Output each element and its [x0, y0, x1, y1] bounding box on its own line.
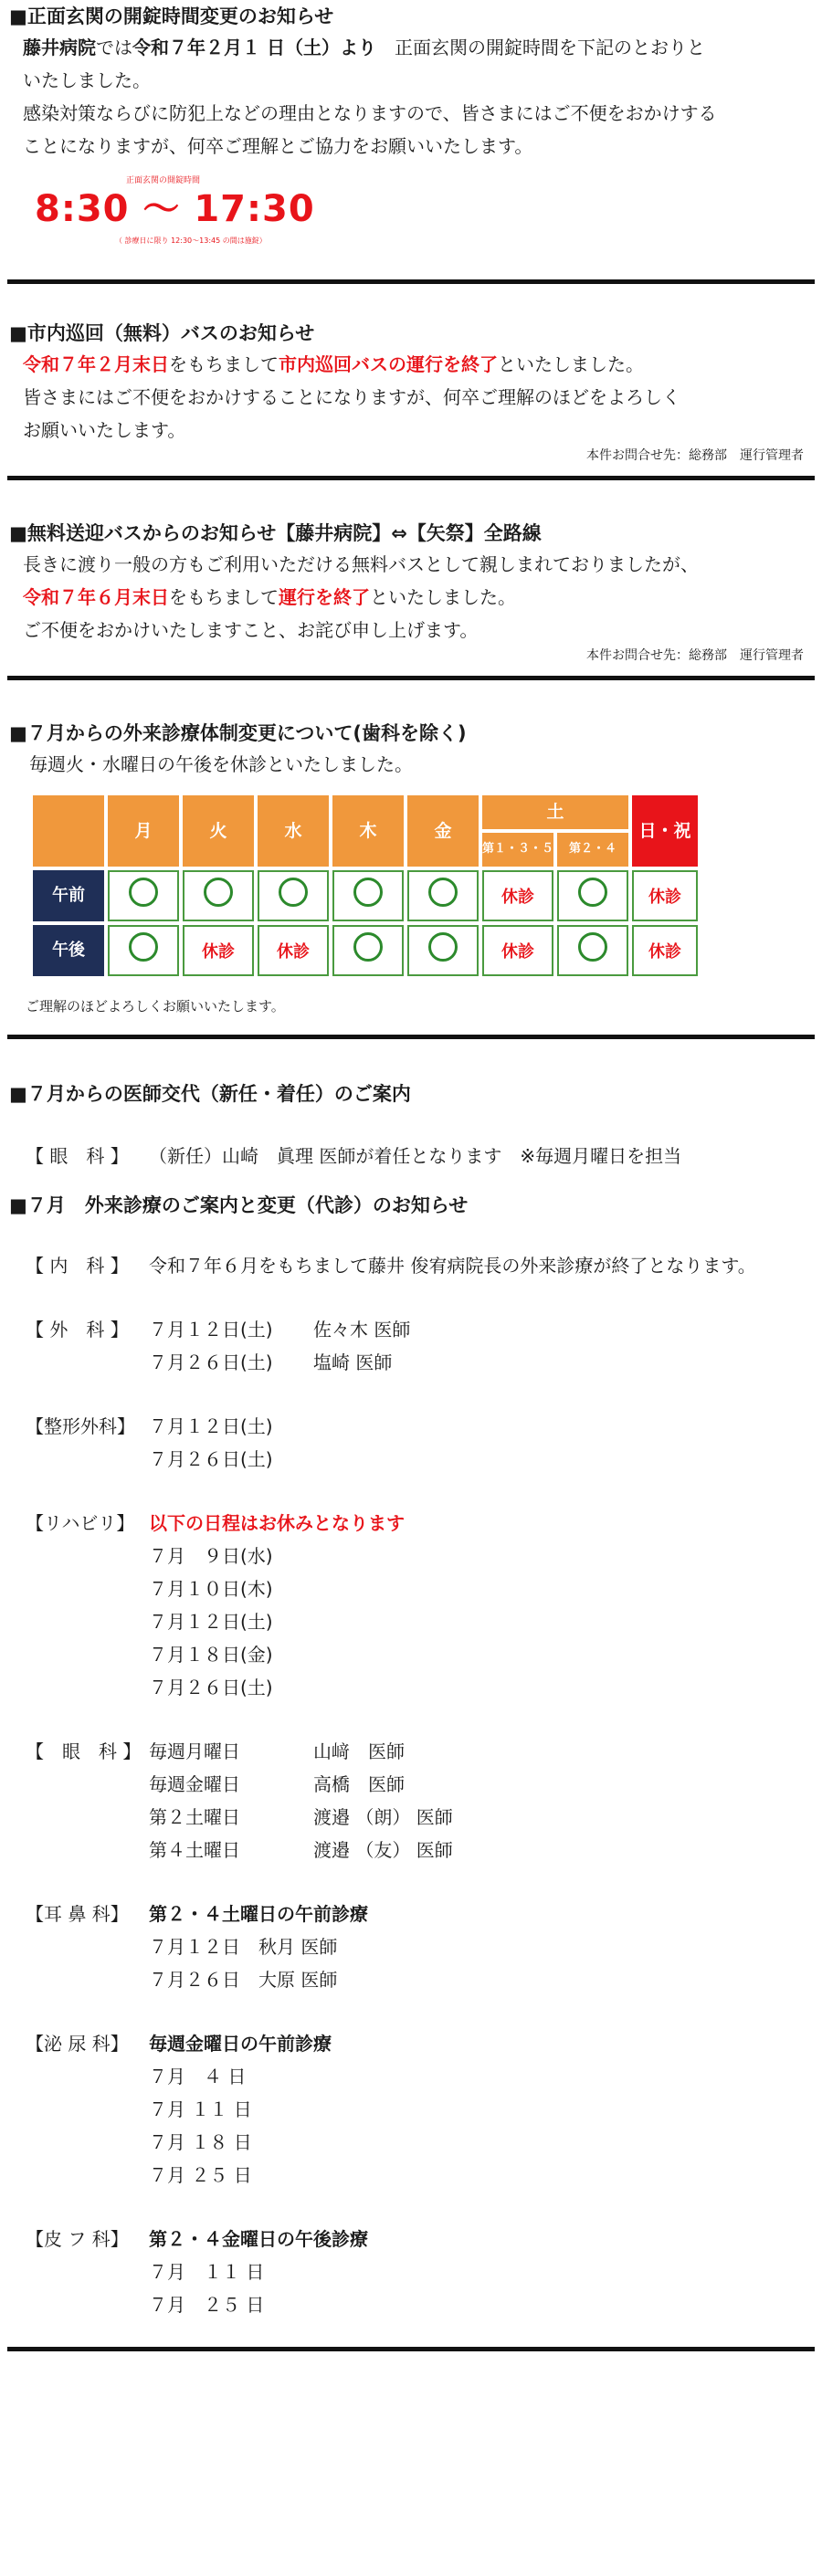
text: といたしました。 — [370, 586, 516, 608]
schedule-entry — [9, 1768, 813, 1801]
date: ７月２６日(土) — [149, 1448, 273, 1470]
paragraph: 皆さまにはご不便をおかけすることになりますが、何卒ご理解のほどをよろしく — [23, 386, 680, 408]
department-row — [9, 2027, 813, 2060]
department-row — [9, 1507, 813, 1540]
open-circle-icon — [129, 932, 158, 962]
open-cell — [108, 870, 179, 921]
paragraph: 感染対策ならびに防犯上などの理由となりますので、皆さまにはご不便をおかけする — [23, 102, 717, 124]
table-corner — [33, 795, 104, 867]
paragraph: 毎週火・水曜日の午後を休診といたしました。 — [29, 753, 413, 775]
department-row — [9, 1410, 813, 1443]
date: ７月 ２５ 日 — [149, 2164, 252, 2186]
date: ７月１８日(金) — [149, 1644, 273, 1666]
open-circle-icon — [353, 878, 383, 907]
paragraph: ご不便をおかけいたしますこと、お詫び申し上げます。 — [23, 619, 479, 641]
day-header: 水 — [258, 795, 329, 867]
schedule-entry — [9, 1346, 813, 1379]
paragraph — [9, 348, 813, 381]
hospital-name: 藤井病院 — [23, 37, 96, 58]
date: ７月１２日(土) — [149, 1319, 273, 1341]
open-cell — [332, 870, 404, 921]
department-label: 【耳 鼻 科】 — [26, 1903, 129, 1925]
afternoon-label: 午後 — [33, 925, 104, 976]
schedule-heading: 第２・４土曜日の午前診療 — [149, 1903, 368, 1925]
department-label: 【 外 科 】 — [26, 1319, 129, 1341]
doctor: 渡邉 （朗） 医師 — [313, 1806, 453, 1828]
section-title: ■７月からの医師交代（新任・着任）のご案内 — [9, 1083, 411, 1105]
day-header: 火 — [183, 795, 254, 867]
department-label: 【 眼 科 】 — [26, 1145, 129, 1167]
date: ７月 １１ 日 — [149, 2261, 265, 2283]
closed-cell — [632, 925, 698, 976]
service-end: 運行を終了 — [279, 586, 370, 608]
day: 毎週金曜日 — [149, 1773, 240, 1795]
date: ７月１２日(土) — [149, 1611, 273, 1633]
day: 第２土曜日 — [149, 1806, 240, 1828]
date: ７月１２日(土) — [149, 1415, 273, 1437]
closed-cell — [632, 870, 698, 921]
text: をもちまして — [169, 586, 279, 608]
closed-cell — [482, 870, 553, 921]
text: では — [96, 37, 132, 58]
closed-label: 休診 — [202, 941, 235, 962]
doctor: 塩崎 医師 — [313, 1351, 393, 1373]
open-cell — [557, 925, 628, 976]
closed-label: 休診 — [501, 941, 534, 962]
doctor: 山﨑 医師 — [313, 1740, 405, 1762]
day-header: 金 — [407, 795, 479, 867]
open-cell — [557, 870, 628, 921]
paragraph: いたしました。 — [23, 69, 151, 91]
open-circle-icon — [578, 932, 607, 962]
section-title: ■正面玄関の開錠時間変更のお知らせ — [9, 5, 334, 27]
shuttle-bus-notice — [0, 519, 822, 665]
schedule-entry — [9, 1834, 813, 1866]
department-label: 【 内 科 】 — [26, 1255, 129, 1277]
effective-date: 令和７年２月１ 日（土）より — [132, 37, 376, 58]
saturday-week-label: 第１・３・５ — [482, 833, 553, 867]
closed-label: 休診 — [501, 887, 534, 907]
closed-label: 休診 — [648, 887, 681, 907]
end-date: 令和７年６月末日 — [23, 586, 169, 608]
department-label: 【整形外科】 — [26, 1415, 135, 1437]
paragraph: 長きに渡り一般の方もご利用いただける無料バスとして親しまれておりましたが、 — [23, 553, 699, 575]
open-circle-icon — [129, 878, 158, 907]
day-header: 月 — [108, 795, 179, 867]
section-title: ■市内巡回（無料）バスのお知らせ — [9, 322, 315, 344]
section-title: ■無料送迎バスからのお知らせ【藤井病院】⇔【矢祭】全路線 — [9, 522, 542, 544]
day-header-saturday: 土 — [482, 795, 628, 829]
date: ７月 １１ 日 — [149, 2098, 252, 2120]
schedule-entry — [9, 1801, 813, 1834]
section-title: ■７月 外来診療のご案内と変更（代診）のお知らせ — [9, 1194, 469, 1216]
closed-label: 休診 — [648, 941, 681, 962]
schedule-entry — [149, 1735, 813, 1768]
paragraph: ことになりますが、何卒ご理解とご協力をお願いいたします。 — [23, 135, 533, 157]
paragraph — [9, 31, 813, 64]
date: ７月 ４ 日 — [149, 2066, 247, 2087]
contact-info: 本件お問合せ先：総務部 運行管理者 — [586, 648, 804, 663]
doctor: 高橋 医師 — [313, 1773, 405, 1795]
department-row — [9, 1249, 813, 1282]
day-header-holiday: 日・祝 — [632, 795, 698, 867]
open-circle-icon — [279, 878, 308, 907]
text: といたしました。 — [498, 353, 644, 375]
closed-cell — [258, 925, 329, 976]
schedule-heading: 第２・４金曜日の午後診療 — [149, 2228, 368, 2250]
schedule-footer: ご理解のほどよろしくお願いいたします。 — [26, 998, 285, 1015]
paragraph — [9, 581, 813, 614]
department-label: 【泌 尿 科】 — [26, 2033, 129, 2055]
open-circle-icon — [204, 878, 233, 907]
department-label: 【皮 フ 科】 — [26, 2228, 129, 2250]
divider — [7, 2347, 815, 2351]
closure-heading: 以下の日程はお休みとなります — [149, 1512, 405, 1534]
doctor: 佐々木 医師 — [313, 1319, 411, 1341]
doctor-change-notice — [0, 1079, 822, 2321]
open-circle-icon — [428, 932, 458, 962]
section-title: ■７月からの外来診療体制変更について(歯科を除く) — [9, 722, 467, 744]
day: 毎週月曜日 — [149, 1740, 240, 1762]
department-row — [9, 1140, 813, 1172]
schedule-heading: 毎週金曜日の午前診療 — [149, 2033, 332, 2055]
date: ７月 ９日(水) — [149, 1545, 273, 1567]
date: ７月１０日(木) — [149, 1578, 273, 1600]
department-row — [9, 1313, 813, 1346]
entrance-hours-notice — [0, 0, 822, 258]
department-info: （新任）山崎 眞理 医師が着任となります ※毎週月曜日を担当 — [149, 1145, 682, 1167]
open-cell — [258, 870, 329, 921]
hours-caption: 正面玄関の開錠時間 — [126, 176, 201, 185]
contact-info: 本件お問合せ先：総務部 運行管理者 — [586, 448, 804, 463]
department-label: 【リハビリ】 — [26, 1512, 135, 1534]
outpatient-schedule-notice — [0, 719, 822, 1016]
open-cell — [407, 870, 479, 921]
day: 第４土曜日 — [149, 1839, 240, 1861]
schedule-entry: ７月２６日 大原 医師 — [149, 1969, 338, 1991]
morning-label: 午前 — [33, 870, 104, 921]
open-circle-icon — [428, 878, 458, 907]
open-cell — [183, 870, 254, 921]
paragraph: お願いいたします。 — [23, 419, 186, 441]
open-circle-icon — [578, 878, 607, 907]
afternoon-row — [33, 925, 698, 976]
department-row — [9, 1735, 813, 1768]
end-date: 令和７年２月末日 — [23, 353, 169, 375]
doctor: 渡邉 （友） 医師 — [313, 1839, 453, 1861]
saturday-week-label: 第２・４ — [557, 833, 628, 867]
schedule-entry: ７月１２日 秋月 医師 — [149, 1936, 338, 1958]
opening-hours-block — [35, 175, 813, 258]
date: ７月 １８ 日 — [149, 2131, 252, 2153]
day-header: 木 — [332, 795, 404, 867]
date: ７月２６日(土) — [149, 1677, 273, 1698]
schedule-entry — [149, 1313, 813, 1346]
open-cell — [332, 925, 404, 976]
hours-note: （ 診療日に限り 12:30～13:45 の間は施錠） — [115, 237, 267, 245]
opening-hours: 8:30 ～ 17:30 — [35, 188, 315, 230]
text: をもちまして — [169, 353, 279, 375]
open-circle-icon — [353, 932, 383, 962]
department-label: 【 眼 科 】 — [26, 1740, 142, 1762]
text: 正面玄関の開錠時間を下記のとおりと — [375, 37, 705, 58]
date: ７月 ２５ 日 — [149, 2294, 265, 2316]
department-row — [9, 1898, 813, 1930]
open-cell — [108, 925, 179, 976]
city-bus-notice — [0, 319, 822, 465]
schedule-table — [29, 792, 701, 980]
closed-label: 休診 — [277, 941, 310, 962]
open-cell — [407, 925, 479, 976]
closed-cell — [482, 925, 553, 976]
service-end: 市内巡回バスの運行を終了 — [279, 353, 498, 375]
department-info: 令和７年６月をもちまして藤井 俊宥病院長の外来診療が終了となります。 — [149, 1255, 756, 1277]
morning-row — [33, 870, 698, 921]
date: ７月２６日(土) — [149, 1351, 273, 1373]
department-row — [9, 2223, 813, 2255]
closed-cell — [183, 925, 254, 976]
